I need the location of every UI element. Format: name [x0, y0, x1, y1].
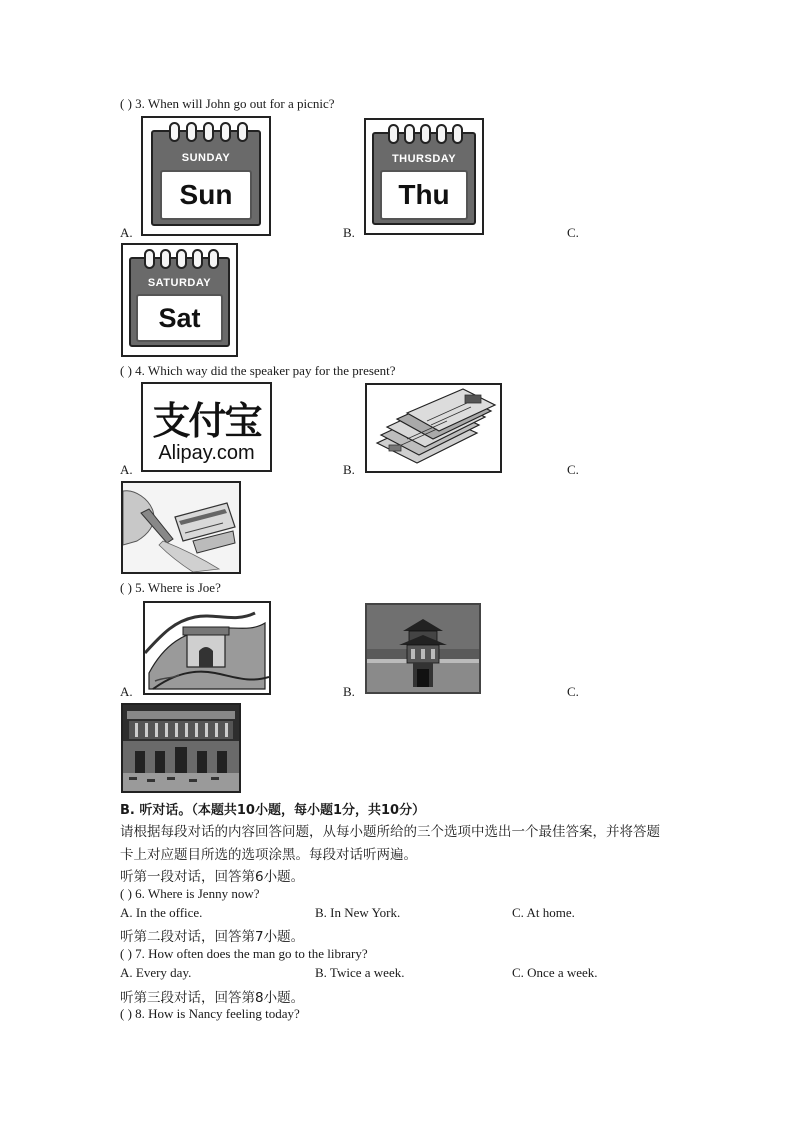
question-7-option-a: A. Every day. — [120, 965, 192, 980]
pavilion-drawing — [367, 605, 479, 692]
banknotes-drawing — [367, 385, 500, 471]
dialog-2-heading: 听第二段对话，回答第7小题。 — [120, 929, 305, 945]
dialog-3-heading: 听第三段对话，回答第8小题。 — [120, 990, 305, 1006]
option-label-c: C. — [567, 225, 579, 240]
section-b-title: B. 听对话。（本题共10小题，每小题1分，共10分） — [120, 803, 426, 818]
card-hand-drawing — [123, 483, 239, 572]
gate-drawing — [123, 705, 239, 791]
option-label-a: A. — [120, 225, 133, 240]
question-6-option-b: B. In New York. — [315, 905, 401, 920]
section-b-instruction-line2: 卡上对应题目所选的选项涂黑。每段对话听两遍。 — [120, 847, 417, 863]
calendar-abbr: Sat — [136, 294, 223, 342]
calendar-abbr: Thu — [380, 170, 468, 220]
question-7-option-b: B. Twice a week. — [315, 965, 405, 980]
pavilion-tower-image — [365, 603, 481, 694]
dialog-1-heading: 听第一段对话，回答第6小题。 — [120, 869, 305, 885]
question-6-option-c: C. At home. — [512, 905, 575, 920]
alipay-cn-logo: 支付宝 — [152, 399, 261, 443]
option-label-b: B. — [343, 225, 355, 240]
question-3: ( ) 3. When will John go out for a picnic? — [120, 96, 335, 111]
question-6-option-a: A. In the office. — [120, 905, 203, 920]
option-label-c: C. — [567, 684, 579, 699]
calendar-day-label: SATURDAY — [147, 277, 212, 289]
calendar-day-label: THURSDAY — [391, 153, 457, 165]
calendar-thursday-image — [364, 118, 484, 235]
city-gate-image — [121, 703, 241, 793]
question-4: ( ) 4. Which way did the speaker pay for the present? — [120, 363, 396, 378]
calendar-abbr: Sun — [160, 170, 252, 220]
great-wall-image — [143, 601, 271, 695]
question-7: ( ) 7. How often does the man go to the library? — [120, 946, 368, 961]
option-label-b: B. — [343, 462, 355, 477]
question-6: ( ) 6. Where is Jenny now? — [120, 886, 260, 901]
section-b-instruction-line1: 请根据每段对话的内容回答问题，从每小题所给的三个选项中选出一个最佳答案，并将答题 — [120, 824, 660, 840]
bank-card-image — [121, 481, 241, 574]
calendar-saturday-image — [121, 243, 238, 357]
great-wall-drawing — [145, 603, 269, 693]
alipay-en-text: Alipay.com — [158, 442, 255, 464]
question-7-option-c: C. Once a week. — [512, 965, 598, 980]
alipay-logo-image — [141, 382, 272, 472]
question-5: ( ) 5. Where is Joe? — [120, 580, 221, 595]
option-label-a: A. — [120, 684, 133, 699]
calendar-day-label: SUNDAY — [181, 152, 231, 164]
option-label-b: B. — [343, 684, 355, 699]
option-label-a: A. — [120, 462, 133, 477]
option-label-c: C. — [567, 462, 579, 477]
calendar-sunday-image — [141, 116, 271, 236]
cash-banknotes-image — [365, 383, 502, 473]
question-8: ( ) 8. How is Nancy feeling today? — [120, 1006, 300, 1021]
